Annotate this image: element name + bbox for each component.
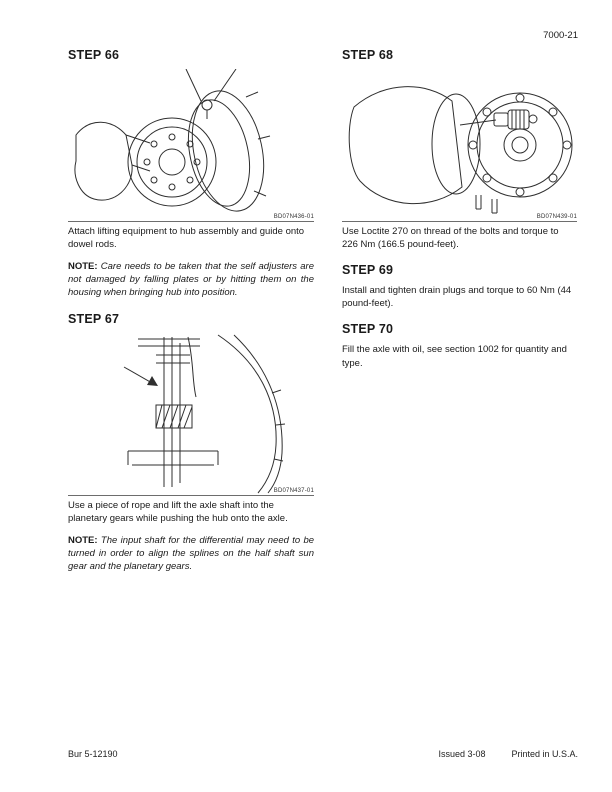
step-67-heading: STEP 67 [68, 311, 120, 326]
step-69-heading: STEP 69 [342, 263, 394, 278]
step-67-text: Use a piece of rope and lift the axle shaft into the planetary gears while pushing the hub onto the axle. [68, 499, 288, 524]
footer-printed-note: Printed in U.S.A. [511, 749, 578, 759]
step-68-section [342, 48, 577, 251]
content-columns [68, 48, 577, 585]
step-70-heading: STEP 70 [342, 322, 394, 337]
step-66-heading: STEP 66 [68, 48, 120, 62]
page-number: 7000-21 [543, 30, 578, 41]
footer-issued-date: Issued 3-08 [438, 749, 486, 759]
step-68-heading: STEP 68 [342, 48, 394, 62]
note-label: NOTE: [68, 534, 98, 546]
step-67-section [68, 312, 314, 574]
figure-code: BD07N436-01 [273, 214, 314, 220]
step-67-figure [68, 333, 314, 496]
step-67-note [68, 534, 314, 573]
hub-assembly-illustration [68, 69, 314, 221]
note-text: The input shaft for the differential may need to be turned in order to align the splines on the half shaft sun gear and the planetary gears. [68, 534, 315, 572]
step-70-text: Fill the axle with oil, see section 1002 for quantity and type. [342, 344, 567, 369]
step-66-section [68, 48, 314, 300]
step-69-section [342, 263, 577, 310]
hub-bolts-illustration [342, 69, 577, 221]
step-68-figure [342, 69, 577, 222]
step-66-figure [68, 69, 314, 222]
note-text: Care needs to be taken that the self adjusters are not damaged by falling plates or by hitting them on the housing when bringing hub into position. [68, 261, 315, 299]
step-66-text: Attach lifting equipment to hub assembly and guide onto dowel rods. [68, 226, 305, 251]
right-column [342, 48, 577, 585]
axle-shaft-illustration [68, 333, 314, 495]
left-column [68, 48, 314, 585]
step-68-text: Use Loctite 270 on thread of the bolts and torque to 226 Nm (166.5 pound-feet). [342, 226, 559, 251]
figure-code: BD07N439-01 [536, 214, 577, 220]
note-label: NOTE: [68, 261, 98, 273]
step-70-section [342, 322, 577, 369]
footer-publication-number: Bur 5-12190 [68, 749, 118, 759]
figure-code: BD07N437-01 [273, 487, 314, 494]
step-69-text: Install and tighten drain plugs and torque to 60 Nm (44 pound-feet). [342, 285, 572, 310]
page-footer [68, 749, 578, 759]
step-66-note [68, 260, 314, 299]
